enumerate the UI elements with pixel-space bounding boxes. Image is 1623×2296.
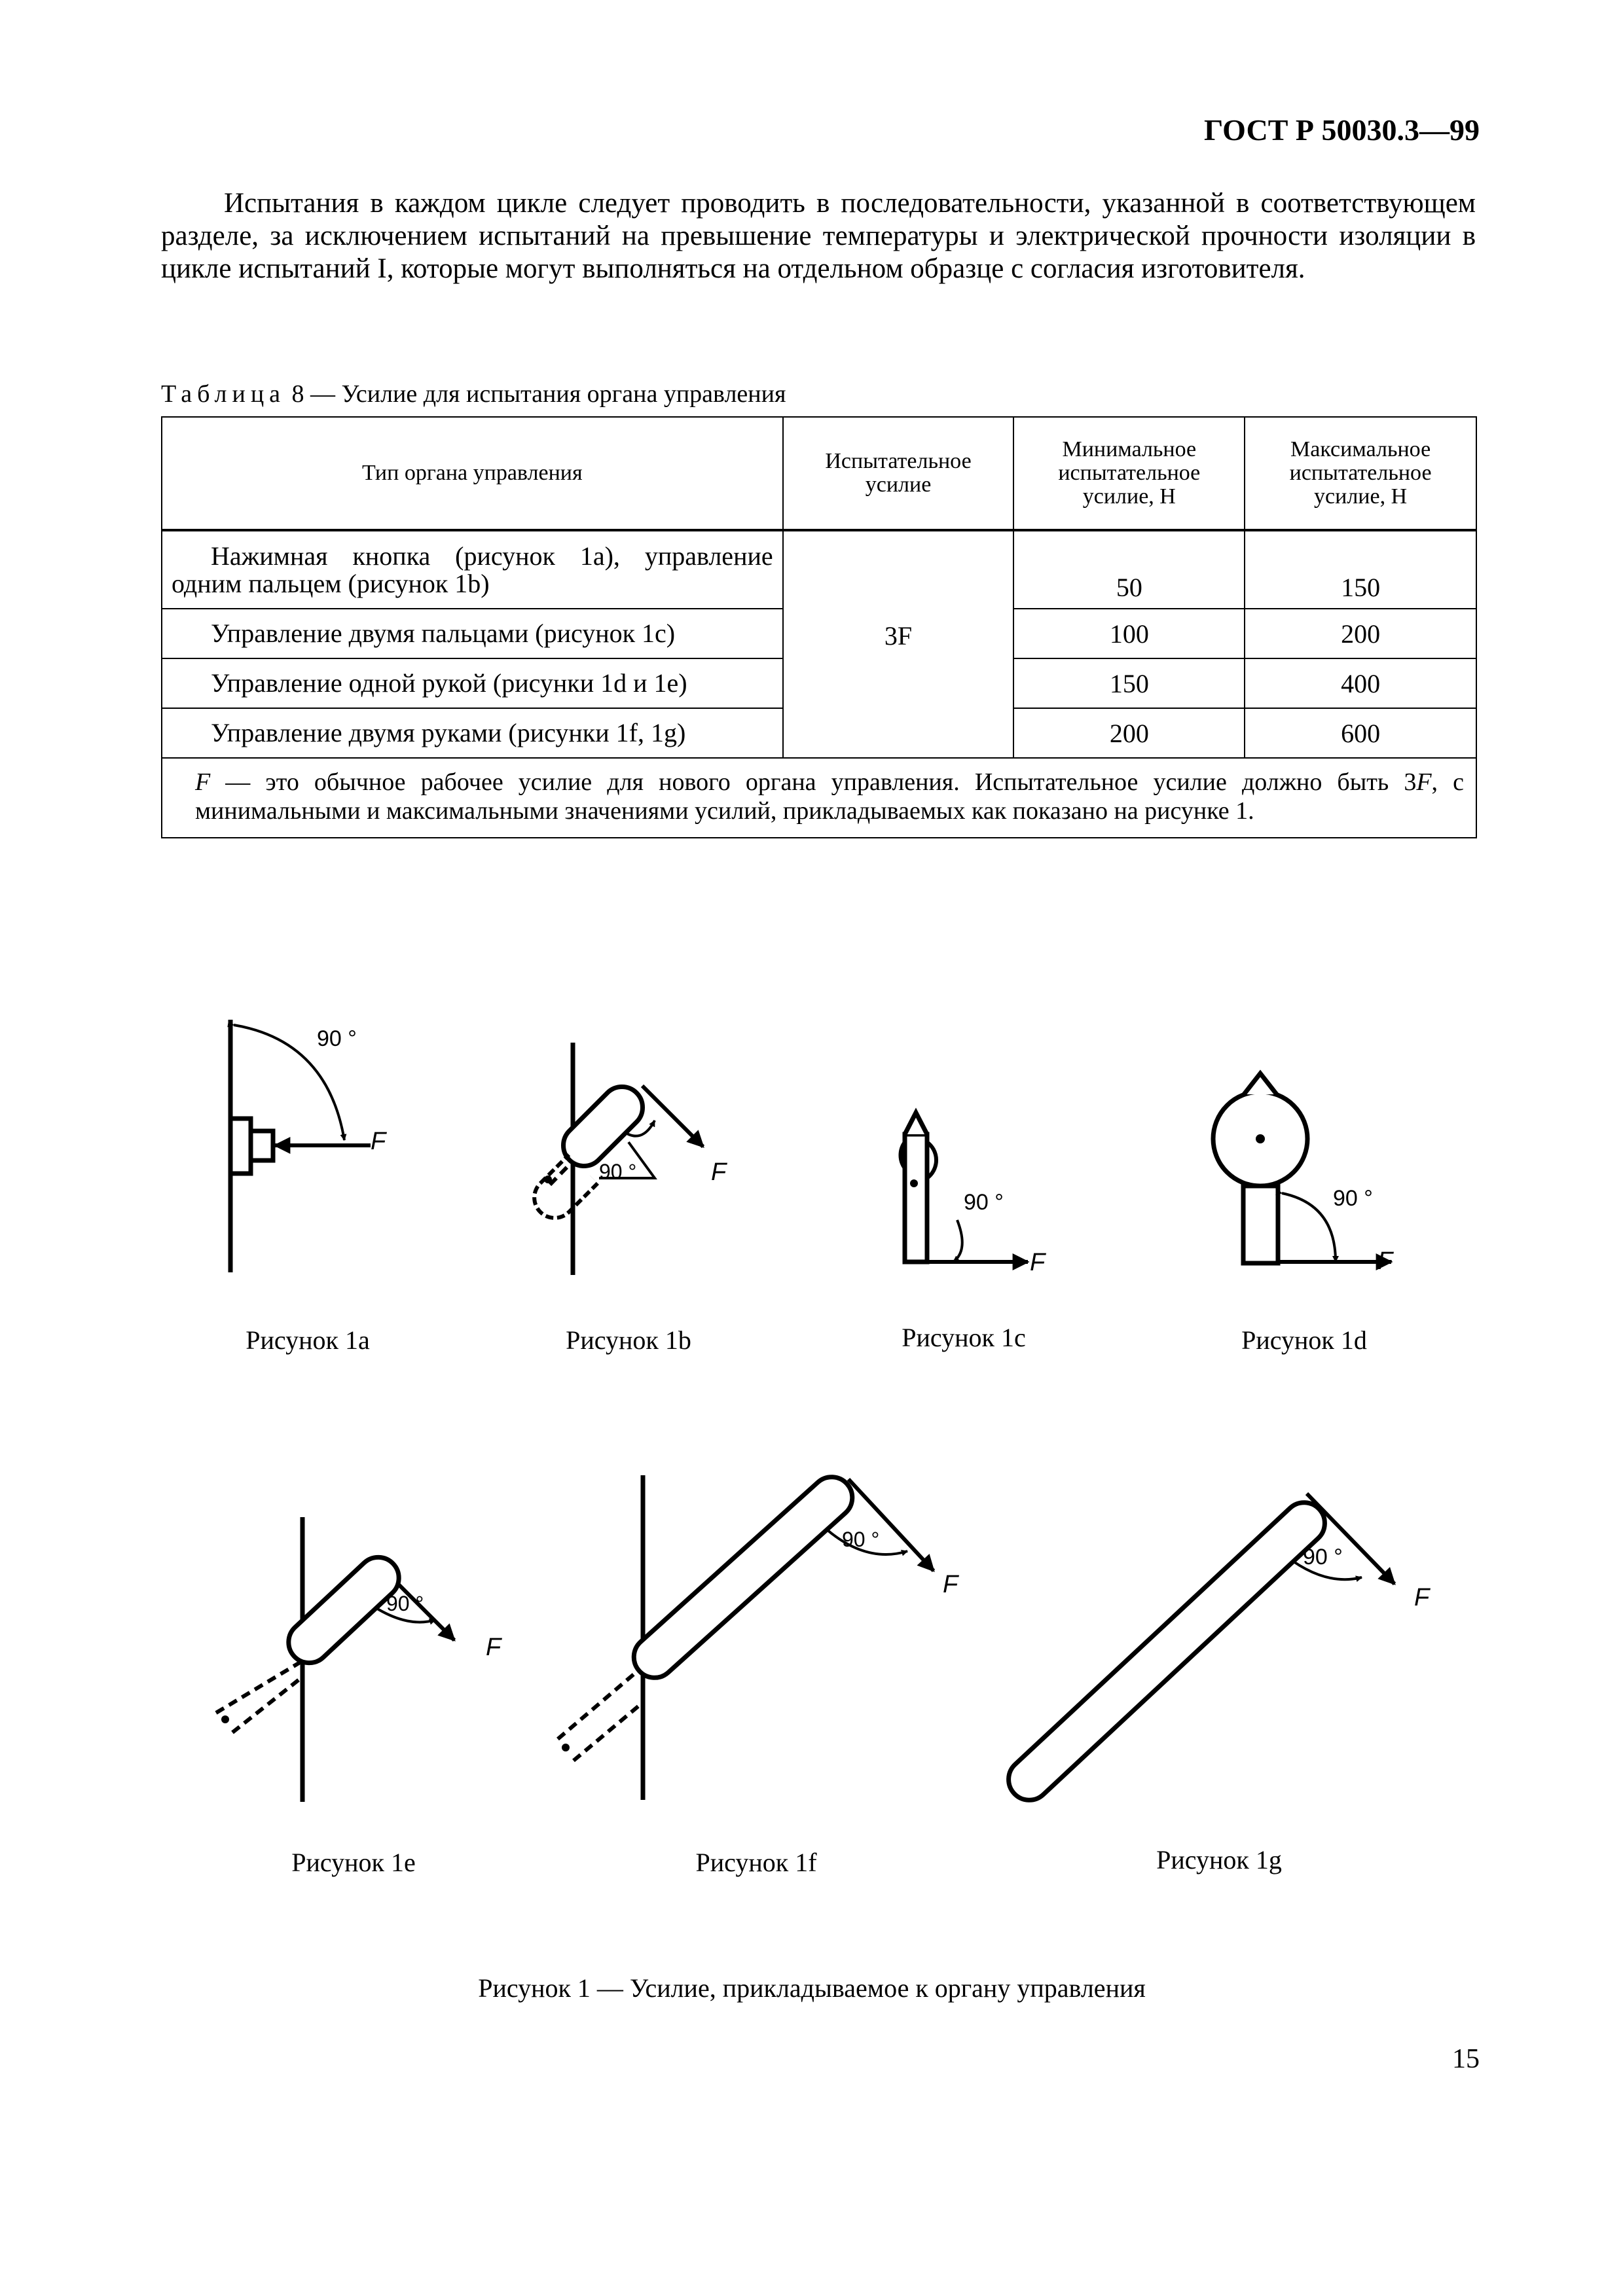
test-force-value: 3F	[783, 530, 1014, 758]
row-min: 50	[1013, 530, 1245, 609]
angle-label: 90 °	[964, 1190, 1004, 1215]
figure-1e-drawing	[216, 1517, 454, 1802]
force-label: F	[486, 1634, 501, 1661]
figure-label-1d: Рисунок 1d	[1241, 1325, 1367, 1355]
page-number: 15	[1452, 2044, 1480, 2074]
figure-label-1g: Рисунок 1g	[1156, 1845, 1282, 1874]
angle-label: 90 °	[386, 1592, 424, 1615]
figure-label-1c: Рисунок 1c	[902, 1323, 1026, 1352]
table-caption-word: Таблица	[161, 380, 286, 408]
force-label: F	[1414, 1584, 1430, 1611]
row-name: Управление одной рукой (рисунки 1d и 1e)	[162, 658, 783, 708]
header-min-force: Минимальное испытательное усилие, Н	[1013, 417, 1245, 530]
force-label: F	[711, 1158, 727, 1186]
footnote-text-1: — это обычное рабочее усилие для нового органа управления. Испытательное усилие должно быть 3	[210, 768, 1417, 796]
header-test-force: Испытательное усилие	[783, 417, 1014, 530]
force-label: F	[943, 1571, 958, 1598]
figure-1c-drawing	[900, 1113, 1028, 1262]
figure-1a-drawing	[230, 1020, 371, 1272]
row-max: 600	[1245, 708, 1476, 758]
document-code: ГОСТ Р 50030.3—99	[1204, 113, 1480, 147]
row-name: Нажимная кнопка (рисунок 1a), управление одним пальцем (рисунок 1b)	[162, 530, 783, 609]
row-min: 200	[1013, 708, 1245, 758]
angle-label: 90 °	[599, 1160, 637, 1183]
figure-1f-drawing	[558, 1475, 934, 1800]
row-name: Управление двумя руками (рисунки 1f, 1g)	[162, 708, 783, 758]
force-label: F	[1377, 1247, 1393, 1275]
force-label: F	[371, 1128, 386, 1155]
angle-label: 90 °	[1303, 1545, 1343, 1570]
row-name: Управление двумя пальцами (рисунок 1c)	[162, 609, 783, 658]
figure-label-1e: Рисунок 1e	[291, 1848, 416, 1877]
figure-label-1a: Рисунок 1a	[246, 1325, 370, 1355]
angle-label: 90 °	[1333, 1186, 1373, 1211]
force-label: F	[1030, 1249, 1046, 1276]
header-max-force: Максимальное испытательное усилие, Н	[1245, 417, 1476, 530]
row-min: 100	[1013, 609, 1245, 658]
figure-1d-drawing	[1213, 1073, 1391, 1263]
figure-label-1f: Рисунок 1f	[695, 1848, 817, 1877]
figure-label-1b: Рисунок 1b	[566, 1325, 691, 1355]
header-type: Тип органа управления	[162, 417, 783, 530]
row-min: 150	[1013, 658, 1245, 708]
f-symbol-2: F	[1416, 768, 1432, 796]
row-max: 400	[1245, 658, 1476, 708]
row-max: 200	[1245, 609, 1476, 658]
f-symbol: F	[195, 768, 211, 796]
figure-caption: Рисунок 1 — Усилие, прикладываемое к органу управления	[478, 1973, 1146, 2003]
angle-label: 90 °	[317, 1026, 357, 1051]
table-caption-title: 8 — Усилие для испытания органа управления	[291, 380, 786, 408]
angle-label: 90 °	[842, 1528, 880, 1551]
intro-text: Испытания в каждом цикле следует проводить в последовательности, указанной в соответствующем разделе, за исключением испытаний на превышение температуры и электрической прочности изоляции в цикле испытаний I, которые могут выполняться на отдельном образце с согласия изготовителя.	[161, 188, 1476, 284]
footnote-text-2: , с минимальными и максимальными значениями усилий, прикладываемых как показано на рисунке 1.	[195, 768, 1465, 825]
row-max: 150	[1245, 530, 1476, 609]
